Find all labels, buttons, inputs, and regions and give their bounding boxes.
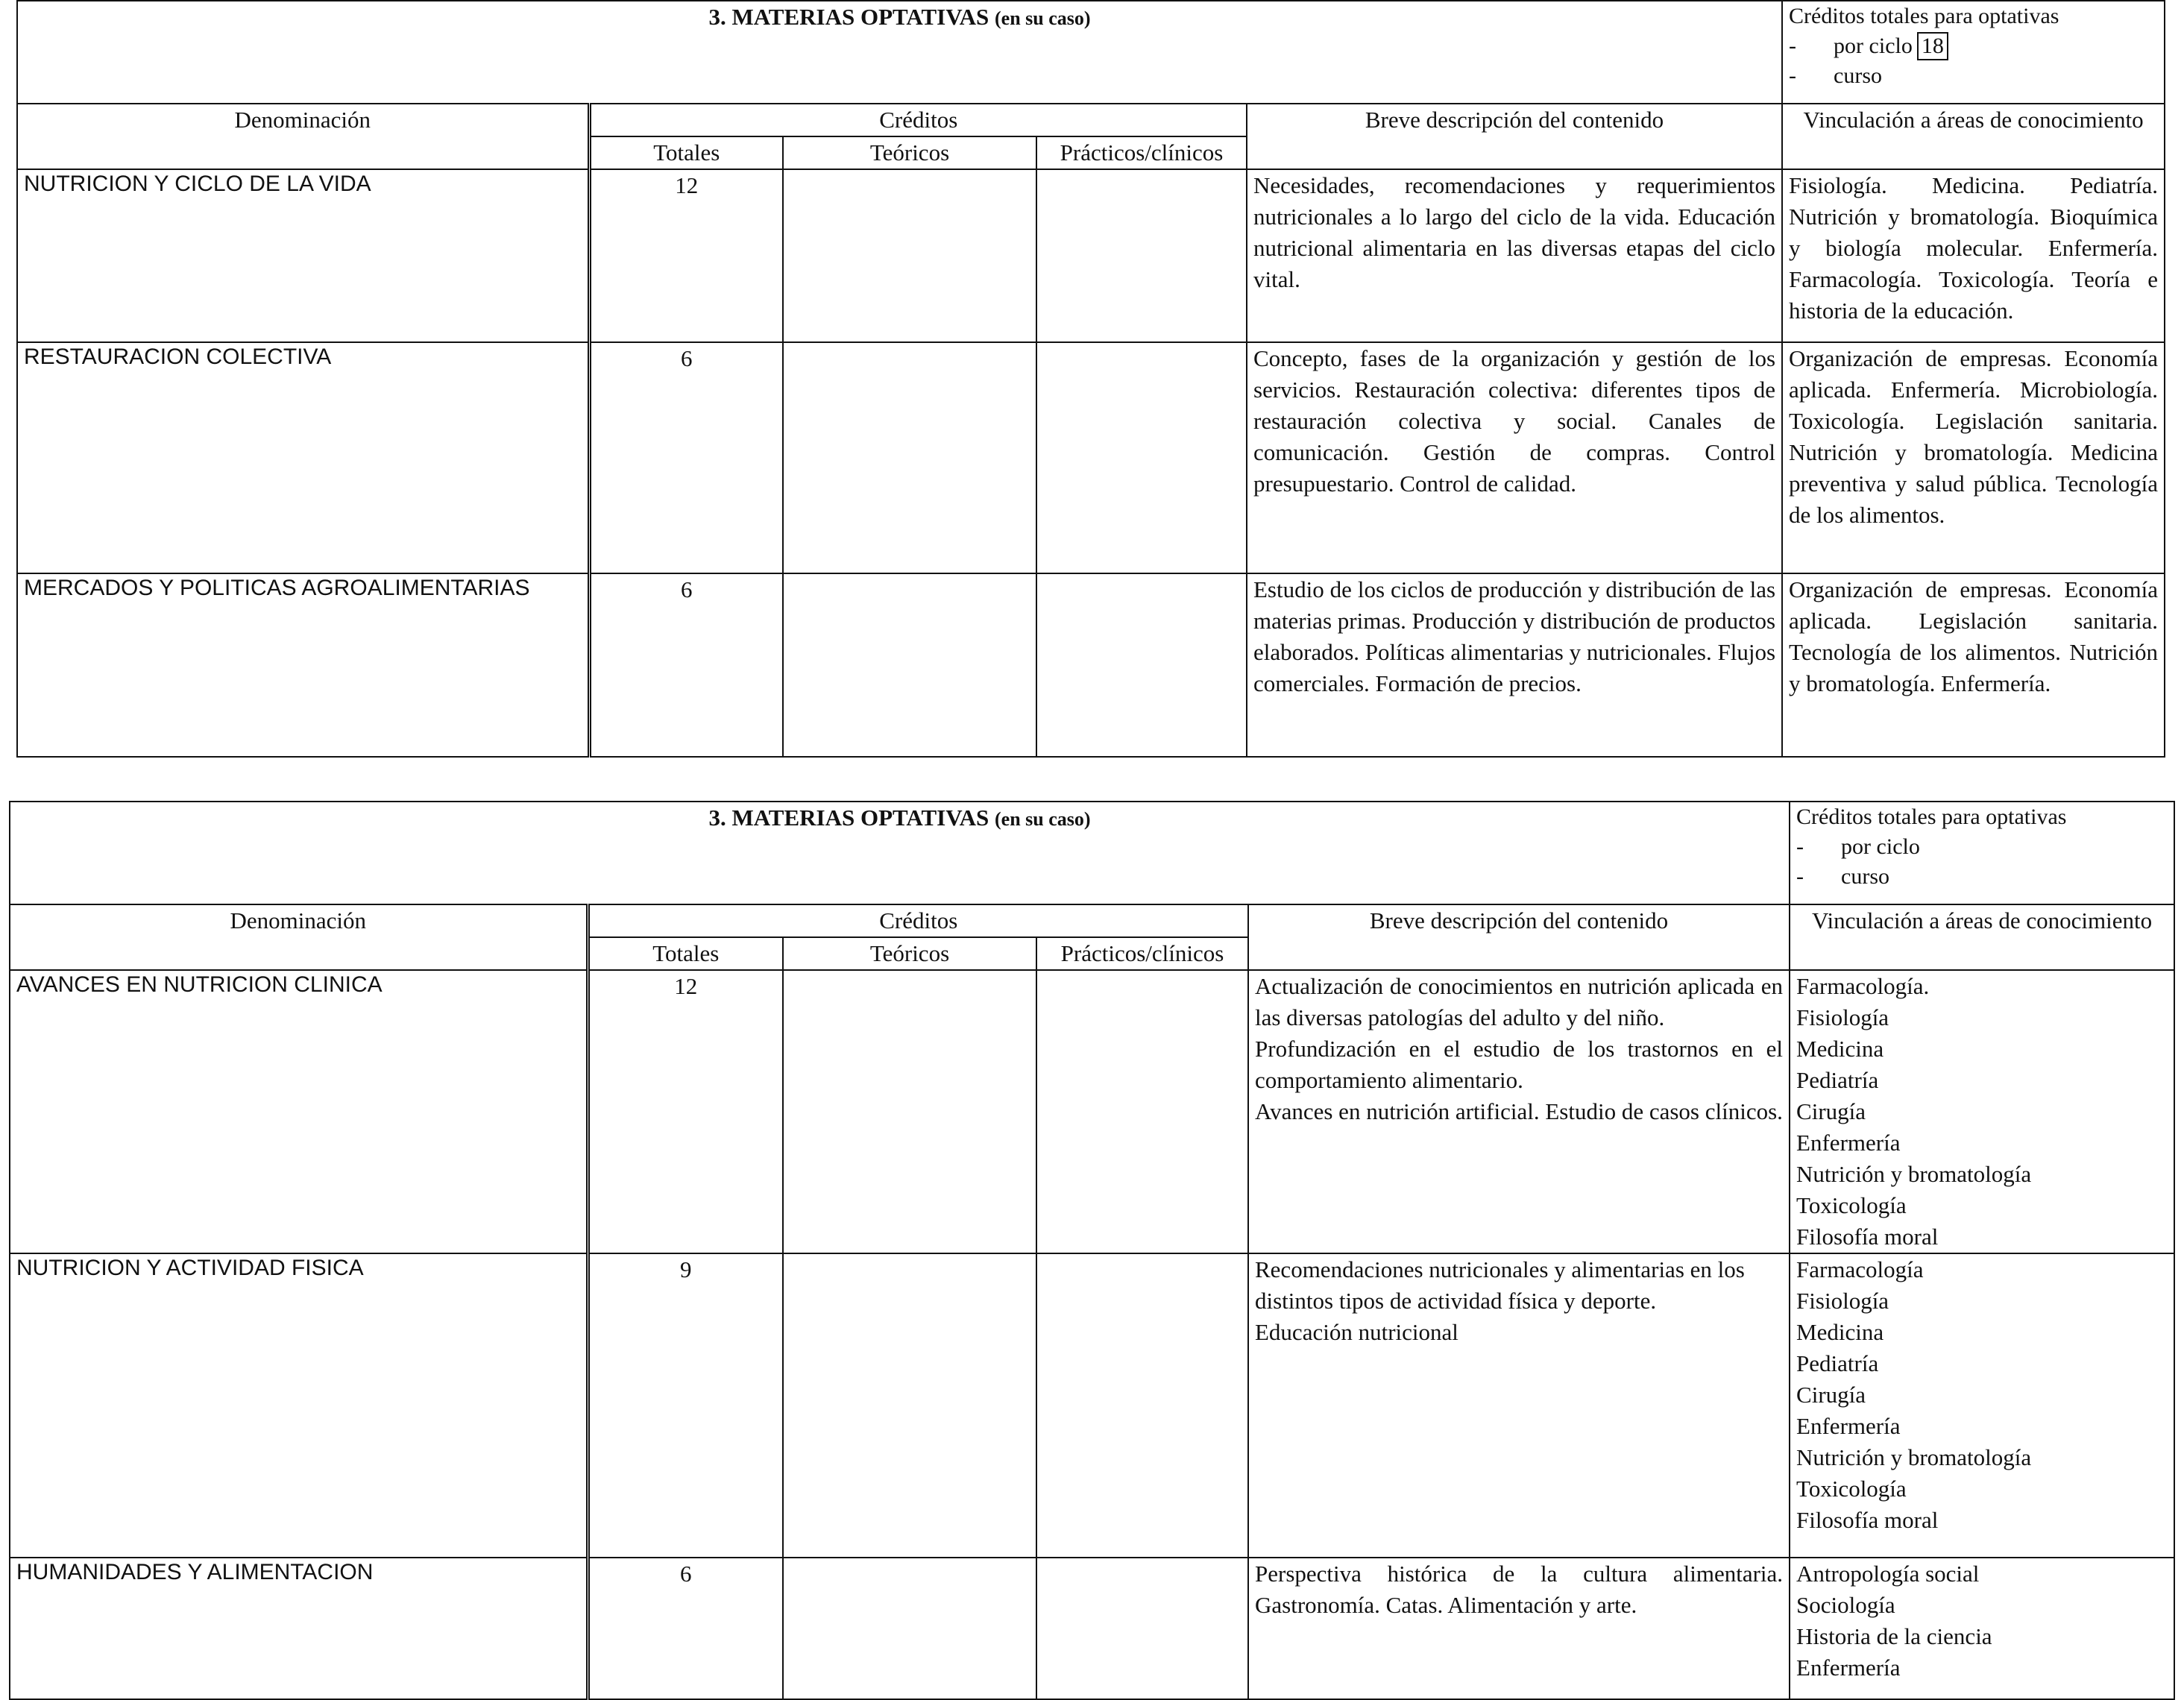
practicos-cell bbox=[1036, 1558, 1248, 1699]
curso-label: curso bbox=[1841, 864, 1890, 889]
vinculacion-cell bbox=[1790, 1253, 2174, 1558]
totales-cell: 6 bbox=[589, 342, 783, 573]
denominacion-cell: NUTRICION Y CICLO DE LA VIDA bbox=[17, 169, 589, 342]
totales-cell: 12 bbox=[589, 169, 783, 342]
practicos-cell bbox=[1036, 169, 1247, 342]
curso-label: curso bbox=[1834, 63, 1883, 88]
creditos-totales-label: Créditos totales para optativas bbox=[1796, 805, 2067, 829]
descripcion-line: Educación nutricional bbox=[1255, 1319, 1458, 1345]
totales-cell: 6 bbox=[589, 573, 783, 757]
section-title-suffix: (en su caso) bbox=[995, 7, 1091, 29]
materias-table bbox=[9, 801, 2175, 1700]
por-ciclo-label: por ciclo bbox=[1841, 834, 1920, 859]
descripcion-cell bbox=[1248, 1558, 1790, 1699]
area-item: Enfermería bbox=[1796, 1655, 1901, 1681]
creditos-totales-label: Créditos totales para optativas bbox=[1789, 4, 2059, 28]
denominacion-cell: NUTRICION Y ACTIVIDAD FISICA bbox=[10, 1253, 588, 1558]
area-item: Nutrición y bromatología bbox=[1796, 1444, 2032, 1470]
area-item: Antropología social bbox=[1796, 1561, 1980, 1587]
header-descripcion: Breve descripción del contenido bbox=[1248, 904, 1790, 970]
teoricos-cell bbox=[783, 342, 1036, 573]
section-title bbox=[10, 802, 1790, 904]
section-title-suffix: (en su caso) bbox=[995, 808, 1091, 830]
area-item: Historia de la ciencia bbox=[1796, 1623, 1992, 1649]
teoricos-cell bbox=[783, 1558, 1036, 1699]
header-totales: Totales bbox=[588, 937, 783, 970]
area-item: Nutrición y bromatología bbox=[1796, 1161, 2032, 1187]
header-denominacion: Denominación bbox=[10, 904, 588, 970]
area-item: Fisiología bbox=[1796, 1288, 1889, 1314]
header-practicos: Prácticos/clínicos bbox=[1036, 136, 1247, 169]
vinculacion-cell: Organización de empresas. Economía aplicada. Enfermería. Microbiología. Toxicología. Legislación sanitaria. Nutrición y bromatología. Medicina preventiva y salud pública. Tecnología de los alimentos. bbox=[1782, 342, 2165, 573]
descripcion-line: Avances en nutrición artificial. Estudio de casos clínicos. bbox=[1255, 1098, 1783, 1124]
denominacion-cell: AVANCES EN NUTRICION CLINICA bbox=[10, 970, 588, 1253]
denominacion-cell: HUMANIDADES Y ALIMENTACION bbox=[10, 1558, 588, 1699]
header-vinculacion: Vinculación a áreas de conocimiento bbox=[1790, 904, 2174, 970]
header-vinculacion: Vinculación a áreas de conocimiento bbox=[1782, 104, 2165, 169]
teoricos-cell bbox=[783, 1253, 1036, 1558]
descripcion-line: Recomendaciones nutricionales y alimentarias en los distintos tipos de actividad física y deporte. bbox=[1255, 1256, 1745, 1314]
vinculacion-cell bbox=[1790, 970, 2174, 1253]
descripcion-cell bbox=[1248, 970, 1790, 1253]
por-ciclo-value: 18 bbox=[1917, 32, 1948, 60]
vinculacion-cell bbox=[1790, 1558, 2174, 1699]
area-item: Enfermería bbox=[1796, 1130, 1901, 1156]
por-ciclo-label: por ciclo bbox=[1834, 34, 1913, 58]
area-item: Farmacología bbox=[1796, 1256, 1924, 1282]
descripcion-cell bbox=[1248, 1253, 1790, 1558]
area-item: Farmacología. bbox=[1796, 973, 1930, 999]
area-item: Enfermería bbox=[1796, 1413, 1901, 1439]
vinculacion-cell: Organización de empresas. Economía aplicada. Legislación sanitaria. Tecnología de los alimentos. Nutrición y bromatología. Enfermería. bbox=[1782, 573, 2165, 757]
denominacion-cell: MERCADOS Y POLITICAS AGROALIMENTARIAS bbox=[17, 573, 589, 757]
teoricos-cell bbox=[783, 970, 1036, 1253]
totales-cell: 12 bbox=[588, 970, 783, 1253]
area-item: Pediatría bbox=[1796, 1067, 1879, 1093]
area-item: Medicina bbox=[1796, 1319, 1884, 1345]
area-item: Sociología bbox=[1796, 1592, 1895, 1618]
table-row bbox=[10, 1253, 2174, 1558]
header-totales: Totales bbox=[589, 136, 783, 169]
area-item: Cirugía bbox=[1796, 1382, 1866, 1408]
dash: - bbox=[1789, 34, 1797, 58]
header-teoricos: Teóricos bbox=[783, 136, 1036, 169]
section-title-text: 3. MATERIAS OPTATIVAS bbox=[708, 805, 989, 831]
table-row bbox=[17, 342, 2165, 573]
denominacion-cell: RESTAURACION COLECTIVA bbox=[17, 342, 589, 573]
area-item: Toxicología bbox=[1796, 1192, 1907, 1218]
practicos-cell bbox=[1036, 970, 1248, 1253]
materias-table bbox=[16, 0, 2165, 758]
header-descripcion: Breve descripción del contenido bbox=[1247, 104, 1782, 169]
header-creditos: Créditos bbox=[588, 904, 1248, 937]
practicos-cell bbox=[1036, 573, 1247, 757]
header-teoricos: Teóricos bbox=[783, 937, 1036, 970]
dash: - bbox=[1796, 834, 1804, 859]
practicos-cell bbox=[1036, 342, 1247, 573]
practicos-cell bbox=[1036, 1253, 1248, 1558]
teoricos-cell bbox=[783, 573, 1036, 757]
creditos-totales-box bbox=[1782, 1, 2165, 104]
descripcion-line: Perspectiva histórica de la cultura alimentaria. Gastronomía. Catas. Alimentación y arte. bbox=[1255, 1561, 1784, 1618]
area-item: Pediatría bbox=[1796, 1350, 1879, 1376]
area-item: Medicina bbox=[1796, 1036, 1884, 1062]
dash: - bbox=[1789, 63, 1797, 88]
section-title-text: 3. MATERIAS OPTATIVAS bbox=[708, 4, 989, 30]
totales-cell: 9 bbox=[588, 1253, 783, 1558]
descripcion-line: Actualización de conocimientos en nutrición aplicada en las diversas patologías del adulto y del niño. bbox=[1255, 973, 1784, 1030]
creditos-totales-box bbox=[1790, 802, 2174, 904]
descripcion-line: Profundización en el estudio de los trastornos en el comportamiento alimentario. bbox=[1255, 1036, 1784, 1093]
area-item: Fisiología bbox=[1796, 1004, 1889, 1030]
table-row bbox=[10, 970, 2174, 1253]
area-item: Cirugía bbox=[1796, 1098, 1866, 1124]
area-item: Toxicología bbox=[1796, 1476, 1907, 1502]
descripcion-cell: Estudio de los ciclos de producción y distribución de las materias primas. Producción y distribución de productos elaborados. Políticas alimentarias y nutricionales. Flujos comerciales. Formación de precios. bbox=[1247, 573, 1782, 757]
descripcion-cell: Necesidades, recomendaciones y requerimientos nutricionales a lo largo del ciclo de la vida. Educación nutricional alimentaria en las diversas etapas del ciclo vital. bbox=[1247, 169, 1782, 342]
dash: - bbox=[1796, 864, 1804, 889]
descripcion-cell: Concepto, fases de la organización y gestión de los servicios. Restauración colectiva: diferentes tipos de restauración colectiva y social. Canales de comunicación. Gestión de compras. Control presupuestario. Control de calidad. bbox=[1247, 342, 1782, 573]
section-title bbox=[17, 1, 1782, 104]
header-practicos: Prácticos/clínicos bbox=[1036, 937, 1248, 970]
header-creditos: Créditos bbox=[589, 104, 1247, 136]
table-row bbox=[17, 169, 2165, 342]
area-item: Filosofía moral bbox=[1796, 1224, 1939, 1250]
area-item: Filosofía moral bbox=[1796, 1507, 1939, 1533]
table-row bbox=[10, 1558, 2174, 1699]
header-denominacion: Denominación bbox=[17, 104, 589, 169]
table-row bbox=[17, 573, 2165, 757]
vinculacion-cell: Fisiología. Medicina. Pediatría. Nutrición y bromatología. Bioquímica y biología molecular. Enfermería. Farmacología. Toxicología. Teoría e historia de la educación. bbox=[1782, 169, 2165, 342]
teoricos-cell bbox=[783, 169, 1036, 342]
totales-cell: 6 bbox=[588, 1558, 783, 1699]
